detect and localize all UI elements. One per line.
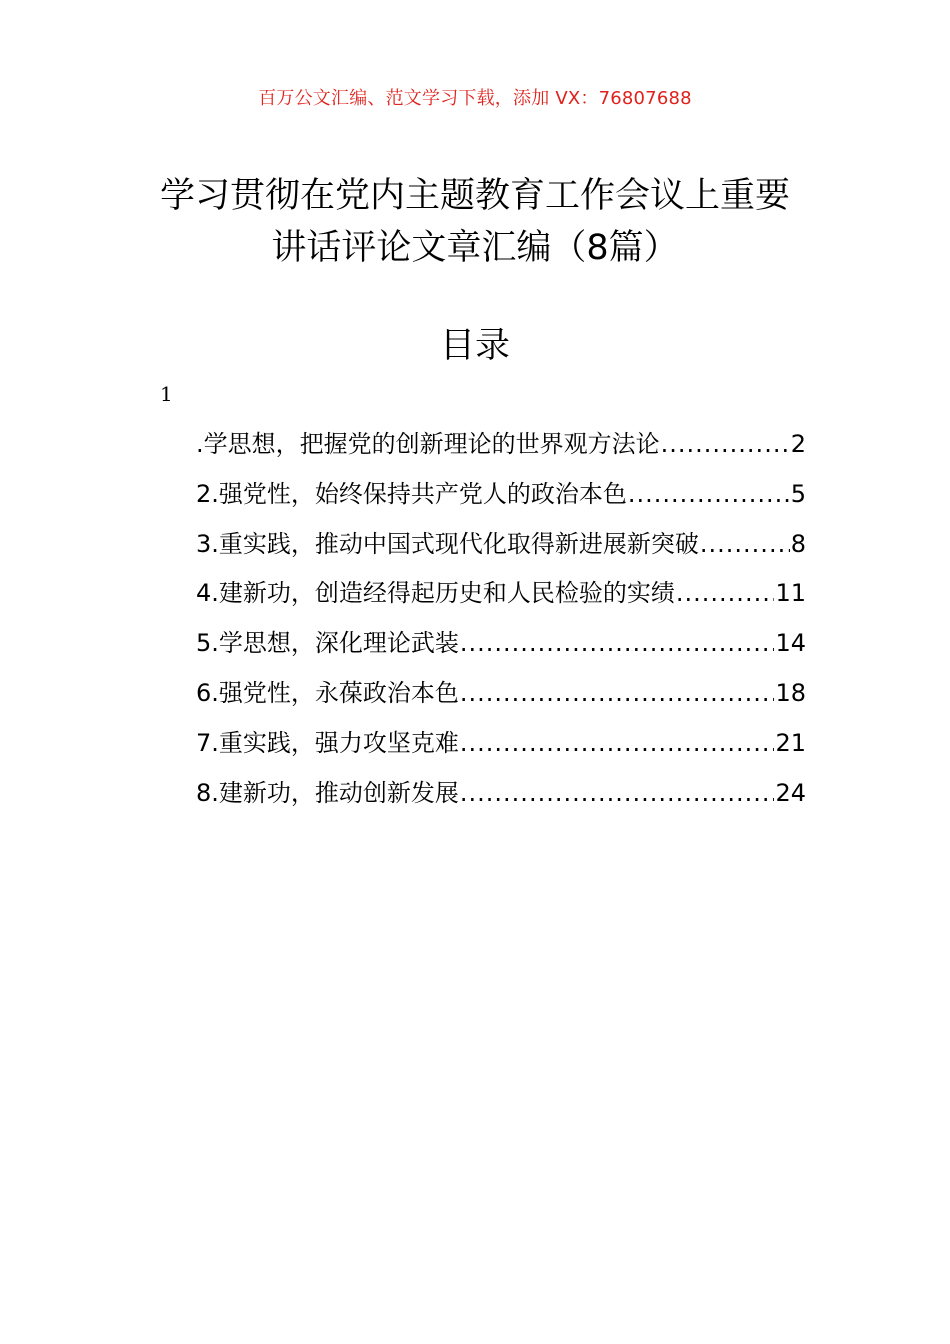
toc-entry[interactable] bbox=[196, 474, 806, 524]
toc-leader-dots bbox=[676, 573, 775, 613]
toc-entry-page: 2 bbox=[790, 430, 806, 458]
document-title-line-2: 讲话评论文章汇编（8篇） bbox=[271, 228, 679, 268]
stray-number: 1 bbox=[160, 382, 173, 406]
toc-entry[interactable] bbox=[196, 524, 806, 574]
toc-leader-dots bbox=[460, 773, 775, 813]
toc-leader-dots bbox=[628, 474, 790, 514]
document-title-line-1: 学习贯彻在党内主题教育工作会议上重要 bbox=[159, 176, 790, 216]
toc-entry-page: 24 bbox=[775, 778, 806, 807]
table-of-contents bbox=[196, 424, 806, 822]
toc-heading: 目录 bbox=[439, 326, 510, 366]
toc-leader-dots bbox=[460, 723, 775, 763]
toc-entry-page: 21 bbox=[775, 728, 806, 757]
toc-entry[interactable] bbox=[196, 623, 806, 673]
toc-leader-dots bbox=[460, 623, 775, 663]
toc-leader-dots bbox=[661, 424, 790, 464]
toc-entry[interactable] bbox=[196, 723, 806, 773]
toc-entry[interactable] bbox=[196, 424, 806, 474]
toc-entry[interactable] bbox=[196, 673, 806, 723]
toc-entry-label: 2.强党性，始终保持共产党人的政治本色 bbox=[196, 479, 627, 508]
toc-entry-label: 8.建新功，推动创新发展 bbox=[196, 778, 459, 807]
toc-entry-label: 5.学思想，深化理论武装 bbox=[196, 629, 459, 658]
toc-entry-page: 5 bbox=[790, 479, 806, 508]
toc-entry-label: 3.重实践，推动中国式现代化取得新进展新突破 bbox=[196, 529, 699, 558]
toc-entry[interactable] bbox=[196, 573, 806, 623]
document-title bbox=[0, 170, 950, 274]
toc-leader-dots bbox=[460, 673, 775, 713]
toc-entry-page: 11 bbox=[775, 579, 806, 608]
toc-entry-page: 18 bbox=[775, 678, 806, 707]
toc-entry-label: 4.建新功，创造经得起历史和人民检验的实绩 bbox=[196, 579, 675, 608]
toc-entry[interactable] bbox=[196, 773, 806, 823]
toc-entry-page: 8 bbox=[790, 529, 806, 558]
toc-entry-label: .学思想，把握党的创新理论的世界观方法论 bbox=[196, 430, 660, 458]
toc-leader-dots bbox=[700, 524, 790, 564]
toc-entry-label: 7.重实践，强力攻坚克难 bbox=[196, 728, 459, 757]
toc-entry-page: 14 bbox=[775, 629, 806, 658]
header-watermark-note: 百万公文汇编、范文学习下载，添加 VX：76807688 bbox=[258, 88, 692, 109]
toc-entry-label: 6.强党性，永葆政治本色 bbox=[196, 678, 459, 707]
